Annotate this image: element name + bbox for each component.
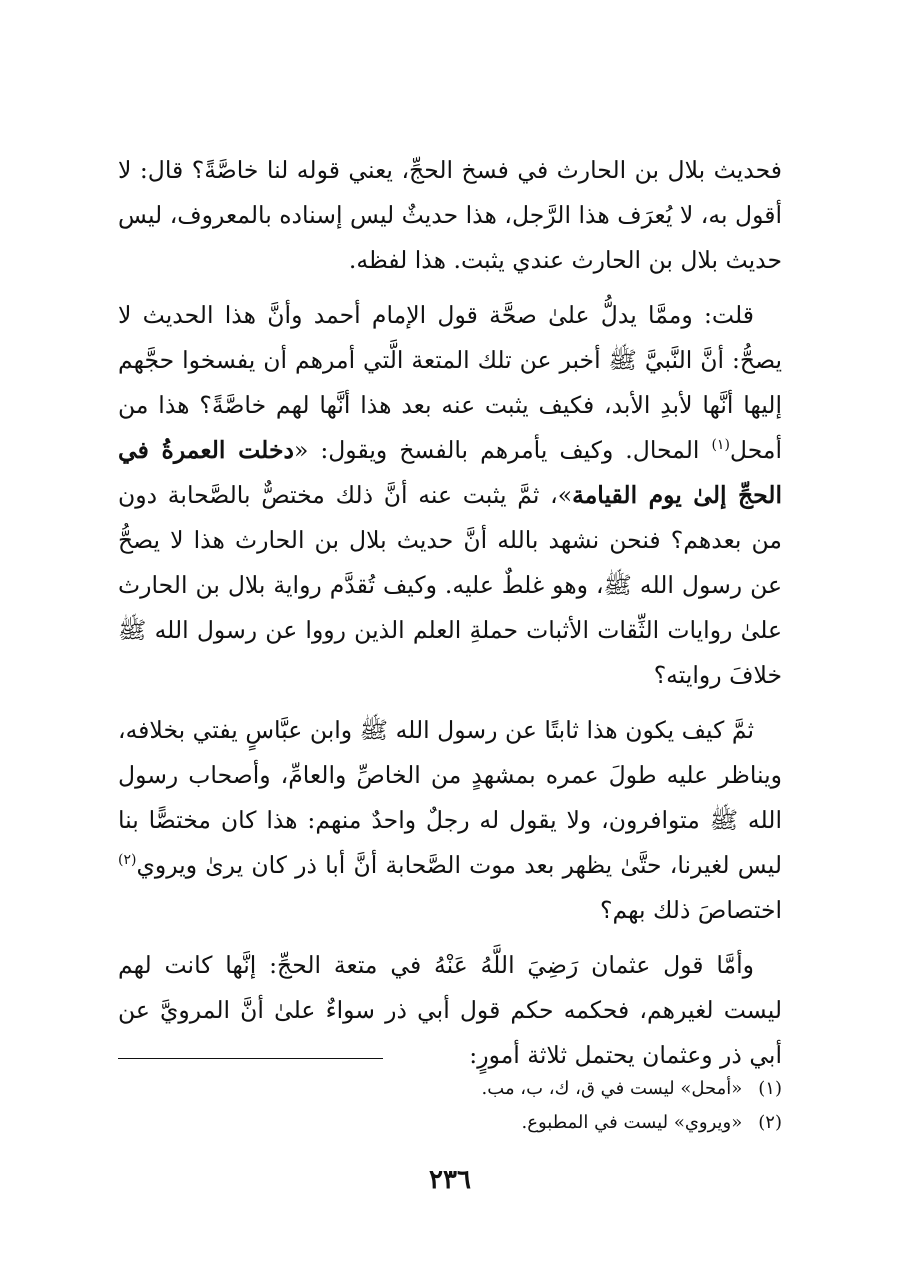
page-body (118, 148, 782, 1088)
paragraph-1-text: فحديث بلال بن الحارث في فسخ الحجِّ، يعني قوله لنا خاصَّةً؟ قال: لا أقول به، لا يُعرَف هذا الرَّجل، هذا حديثٌ ليس إسناده بالمعروف، ليس حديث بلال بن الحارث عندي يثبت. هذا لفظه. (118, 156, 782, 274)
footnote-1 (118, 1072, 782, 1106)
paragraph-2-text-a: قلت: وممَّا يدلُّ علىٰ صحَّة قول الإمام أحمد وأنَّ هذا الحديث لا يصحُّ: أنَّ النَّبيَّ ﷺ أخبر عن تلك المتعة الَّتي أمرهم أن يفسخوا حجَّهم إليها أنَّها لأبدِ الأبد، فكيف يثبت عنه بعد هذا أنَّها لهم خاصَّةً؟ هذا من أمحل (118, 301, 782, 464)
paragraph-3-text-a: ثمَّ كيف يكون هذا ثابتًا عن رسول الله ﷺ وابن عبَّاسٍ يفتي بخلافه، ويناظر عليه طولَ عمره بمشهدٍ من الخاصِّ والعامِّ، وأصحاب رسول الله ﷺ متوافرون، ولا يقول له رجلٌ واحدٌ منهم: هذا كان مختصًّا بنا ليس لغيرنا، حتَّىٰ يظهر بعد موت الصَّحابة أنَّ أبا ذر كان يرىٰ ويروي (118, 716, 782, 879)
footnote-divider (118, 1058, 383, 1059)
footnote-2-text: «ويروي» ليست في المطبوع. (521, 1112, 743, 1133)
footnote-1-text: «أمحل» ليست في ق، ك، ب، مب. (481, 1078, 743, 1099)
footnote-2-number: (٢) (758, 1112, 782, 1133)
paragraph-2-text-c: »، ثمَّ يثبت عنه أنَّ ذلك مختصٌّ بالصَّحابة دون من بعدهم؟ فنحن نشهد بالله أنَّ حديث بلال بن الحارث هذا لا يصحُّ عن رسول الله ﷺ، وهو غلطٌ عليه. وكيف تُقدَّم رواية بلال بن الحارث علىٰ روايات الثِّقات الأثبات حملةِ العلم الذين رووا عن رسول الله ﷺ خلافَ روايته؟ (118, 481, 782, 689)
footnote-ref-1[interactable]: (١) (711, 437, 730, 454)
footnote-ref-2[interactable]: (٢) (118, 852, 137, 869)
paragraph-2 (118, 293, 782, 698)
paragraph-4-text: وأمَّا قول عثمان رَضِيَ اللَّهُ عَنْهُ في متعة الحجِّ: إنَّها كانت لهم ليست لغيرهم، فحكمه حكم قول أبي ذر سواءٌ علىٰ أنَّ المرويَّ عن أبي ذر وعثمان يحتمل ثلاثة أمورٍ: (118, 951, 782, 1069)
paragraph-3 (118, 708, 782, 933)
paragraph-3-text-b: اختصاصَ ذلك بهم؟ (600, 896, 782, 924)
footnote-1-number: (١) (758, 1078, 782, 1099)
page-number: ٢٣٦ (429, 1165, 471, 1195)
hadith-quote: دخلت العمرةُ في الحجِّ إلىٰ يوم القيامة (118, 436, 782, 509)
footnotes (118, 1072, 782, 1140)
paragraph-1 (118, 148, 782, 283)
footnote-2 (118, 1106, 782, 1140)
paragraph-2-text-b: المحال. وكيف يأمرهم بالفسخ ويقول: « (293, 436, 712, 464)
